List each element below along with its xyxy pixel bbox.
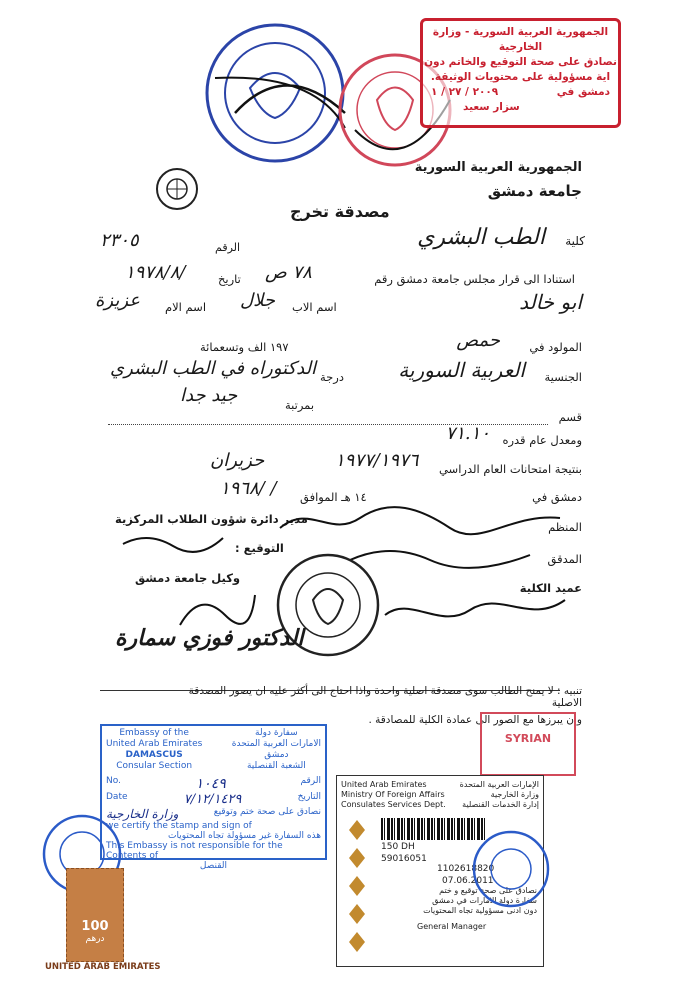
- embassy-no-ar: الرقم: [300, 776, 321, 786]
- director-signature: [118, 526, 228, 556]
- rank-label: بمرتبة: [285, 398, 315, 412]
- document-title: مصدقة تخرج: [290, 202, 390, 221]
- nationality-label: الجنسية: [544, 370, 582, 384]
- department-label: قسم: [558, 410, 582, 424]
- date-gregorian: ١٩٦٨/ /: [220, 478, 277, 499]
- embassy-stamp: [100, 724, 327, 871]
- average-label: ومعدل عام قدره: [502, 433, 582, 447]
- uae-date: 07.06.2011: [442, 876, 494, 886]
- uae-fee: 150 DH: [381, 842, 415, 852]
- uae-ar-2: وزارة الخارجية: [490, 790, 539, 799]
- partial-red-stamp: SYRIAN: [480, 712, 576, 776]
- embassy-certify-value: وزارة الخارجية: [106, 807, 179, 821]
- revenue-currency: درهم: [85, 934, 105, 944]
- embassy-en-4: Consular Section: [116, 761, 193, 771]
- embassy-certify-ar: نصادق على صحة ختم وتوقيع: [213, 807, 321, 817]
- stamp-date: ٢٠٠٩ / ٢٧ / ١: [431, 86, 499, 98]
- uae-round-stamp: [470, 828, 552, 910]
- revenue-country: UNITED ARAB EMIRATES: [45, 962, 161, 972]
- embassy-consul: القنصل: [199, 861, 228, 871]
- number-label: الرقم: [215, 241, 241, 254]
- decision-text: استنادا الى قرار مجلس جامعة دمشق رقم: [374, 272, 575, 286]
- rank-value: جيد جدا: [180, 385, 238, 406]
- degree-value: الدكتوراه في الطب البشري: [110, 358, 317, 379]
- embassy-date-label: Date: [106, 792, 128, 802]
- university-logo: [150, 165, 205, 215]
- embassy-disclaimer-ar: هذه السفارة غير مسؤولة تجاه المحتويات: [167, 831, 321, 841]
- uae-en-3: Consulates Services Dept.: [341, 800, 446, 809]
- embassy-en-1: Embassy of the: [119, 728, 189, 738]
- faculty-label: كلية: [565, 234, 585, 248]
- faculty-value: الطب البشري: [417, 225, 545, 250]
- mother-label: اسم الام: [165, 300, 207, 314]
- stamp-line-2: نصادق على صحة التوقيع والخاتم دون: [424, 56, 617, 68]
- central-affairs-title: مدير دائرة شؤون الطلاب المركزية: [115, 512, 308, 526]
- organizer-label: المنظم: [548, 520, 582, 534]
- result-year: ١٩٧٧/١٩٧٦: [335, 450, 419, 471]
- embassy-date-ar: التاريخ: [297, 792, 321, 802]
- dean-signature: [380, 590, 570, 635]
- number-value: ٢٣٠٥: [100, 230, 139, 251]
- embassy-en-2: United Arab Emirates: [106, 739, 203, 749]
- dean-label: عميد الكلية: [519, 581, 582, 595]
- signature-label: التوقيع :: [235, 541, 284, 555]
- embassy-certify-en: we certify the stamp and sign of: [106, 821, 252, 831]
- date-hijri: ١٤ هـ الموافق: [300, 490, 367, 504]
- embassy-ar-3: دمشق: [264, 750, 289, 760]
- stamp-line-3: اية مسؤولية على محتويات الوثيقة.: [430, 71, 611, 83]
- uae-code-1: 59016051: [381, 854, 427, 864]
- nationality-value: العربية السورية: [398, 358, 525, 382]
- foreign-ministry-certification-stamp: [420, 18, 621, 128]
- decision-number: ٧٨ ص: [265, 262, 312, 283]
- organizer-signature: [270, 498, 570, 546]
- vice-president-label: وكيل جامعة دمشق: [135, 571, 241, 585]
- result-label: بنتيجة امتحانات العام الدراسي: [438, 462, 582, 476]
- father-label: اسم الاب: [292, 300, 337, 314]
- embassy-en-3: DAMASCUS: [125, 750, 183, 760]
- uae-ar-3: إدارة الخدمات القنصلية: [462, 800, 539, 809]
- embassy-no-label: No.: [106, 776, 121, 786]
- notice-line-1: تنبيه : لا يمنح الطالب سوى مصدقة اصلية واحدة واذا احتاج الى أكثر عليه ان يصور المصدقة الاصلية: [188, 685, 582, 709]
- date-city: دمشق في: [532, 490, 582, 504]
- recipient-name: ابو خالد: [519, 290, 582, 314]
- uae-en-2: Ministry Of Foreign Affairs: [341, 790, 445, 799]
- auditor-label: المدقق: [547, 552, 582, 566]
- embassy-disclaimer-en: This Embassy is not responsible for the Contents of: [106, 841, 283, 861]
- republic-title: الجمهورية العربية السورية: [414, 160, 582, 175]
- university-seal-stamp: [195, 18, 355, 168]
- born-year: ١٩٧ الف وتسعمائة: [200, 340, 289, 354]
- stamp-city: دمشق في: [556, 86, 610, 98]
- uae-certify-3: دون ادنى مسؤولية تجاه المحتويات: [423, 906, 537, 915]
- university-name: جامعة دمشق: [487, 182, 582, 200]
- stamp-name: سزار سعيد: [463, 101, 520, 113]
- embassy-ar-2: الامارات العربية المتحدة: [231, 739, 321, 749]
- average-value: ٧١.١٠: [445, 423, 490, 444]
- vice-president-signature: [170, 585, 260, 635]
- uae-general-manager: General Manager: [417, 922, 487, 931]
- embassy-date-value: ٧/١٢/١٤٢٩: [183, 792, 242, 807]
- decision-date: ١٩٧٨/٨/: [125, 262, 186, 283]
- born-label: المولود في: [529, 340, 582, 354]
- father-value: جلال: [240, 290, 275, 311]
- result-session: حزيران: [210, 450, 265, 471]
- revenue-stamp: [66, 868, 124, 962]
- uae-ar-1: الإمارات العربية المتحدة: [459, 780, 539, 789]
- decision-date-label: تاريخ: [218, 272, 241, 286]
- uae-certify-1: نصادق على صحة توقيع و ختم: [439, 886, 537, 895]
- notice-line-2: وان يبرزها مع الصور الى عمادة الكلية للمصادقة .: [368, 714, 582, 726]
- embassy-ar-1: سفارة دولة: [255, 728, 298, 738]
- uae-code-2: 1102618820: [437, 864, 495, 874]
- mother-value: عزيزة: [95, 290, 141, 311]
- uae-en-1: United Arab Emirates: [341, 780, 427, 789]
- embassy-no-value: ١٠٤٩: [195, 776, 226, 792]
- uae-certify-2: سفارة دولة الامارات في دمشق: [432, 896, 537, 905]
- vice-president-name: الدكتور فوزي سمارة: [115, 625, 304, 651]
- stamp-line-1: الجمهورية العربية السورية - وزارة الخارجية: [432, 26, 609, 53]
- degree-label: درجة: [320, 370, 344, 384]
- embassy-ar-4: الشعبة القنصلية: [246, 761, 306, 771]
- born-value: حمص: [456, 330, 500, 351]
- revenue-value: 100: [81, 919, 109, 934]
- uae-eagle-icons: [341, 816, 373, 956]
